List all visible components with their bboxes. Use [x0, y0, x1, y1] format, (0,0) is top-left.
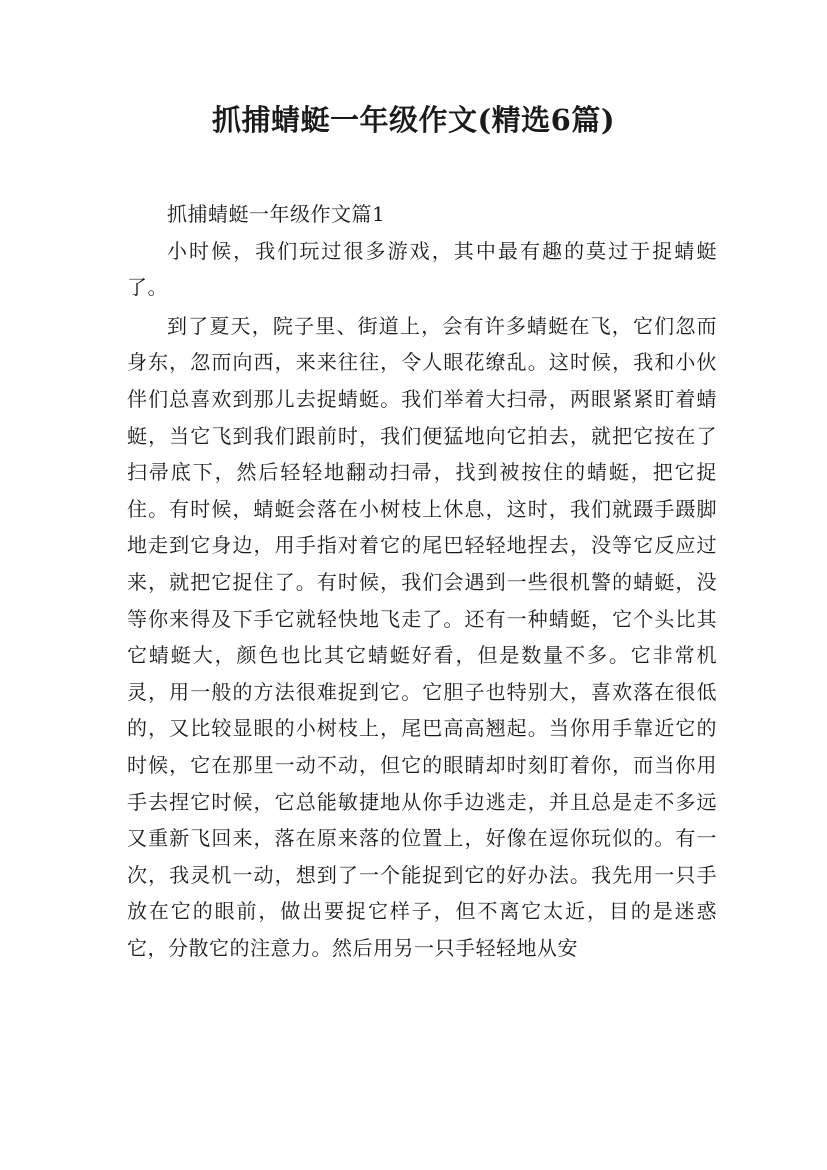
paragraph-2: 到了夏天，院子里、街道上，会有许多蜻蜓在飞，它们忽而身东，忽而向西，来来往往，令人眼花缭乱。这时候，我和小伙伴们总喜欢到那儿去捉蜻蜓。我们举着大扫帚，两眼紧紧盯着蜻蜓，当它飞到我们跟前时，我们便猛地向它拍去，就把它按在了扫帚底下，然后轻轻地翻动扫帚，找到被按住的蜻蜓，把它捉住。有时候，蜻蜓会落在小树枝上休息，这时，我们就蹑手蹑脚地走到它身边，用手指对着它的尾巴轻轻地捏去，没等它反应过来，就把它捉住了。有时候，我们会遇到一些很机警的蜻蜓，没等你来得及下手它就轻快地飞走了。还有一种蜻蜓，它个头比其它蜻蜓大，颜色也比其它蜻蜓好看，但是数量不多。它非常机灵，用一般的方法很难捉到它。它胆子也特别大，喜欢落在很低的，又比较显眼的小树枝上，尾巴高高翘起。当你用手靠近它的时候，它在那里一动不动，但它的眼睛却时刻盯着你，而当你用手去捏它时候，它总能敏捷地从你手边逃走，并且总是走不多远又重新飞回来，落在原来落的位置上，好像在逗你玩似的。有一次，我灵机一动，想到了一个能捉到它的好办法。我先用一只手放在它的眼前，做出要捉它样子，但不离它太近，目的是迷惑它，分散它的注意力。然后用另一只手轻轻地从安	[127, 313, 717, 960]
paragraph-1: 小时候，我们玩过很多游戏，其中最有趣的莫过于捉蜻蜓了。	[127, 238, 717, 300]
document-title: 抓捕蜻蜓一年级作文(精选6篇)	[211, 103, 616, 137]
document-body	[127, 196, 717, 966]
section-subtitle: 抓捕蜻蜓一年级作文篇1	[167, 202, 386, 226]
